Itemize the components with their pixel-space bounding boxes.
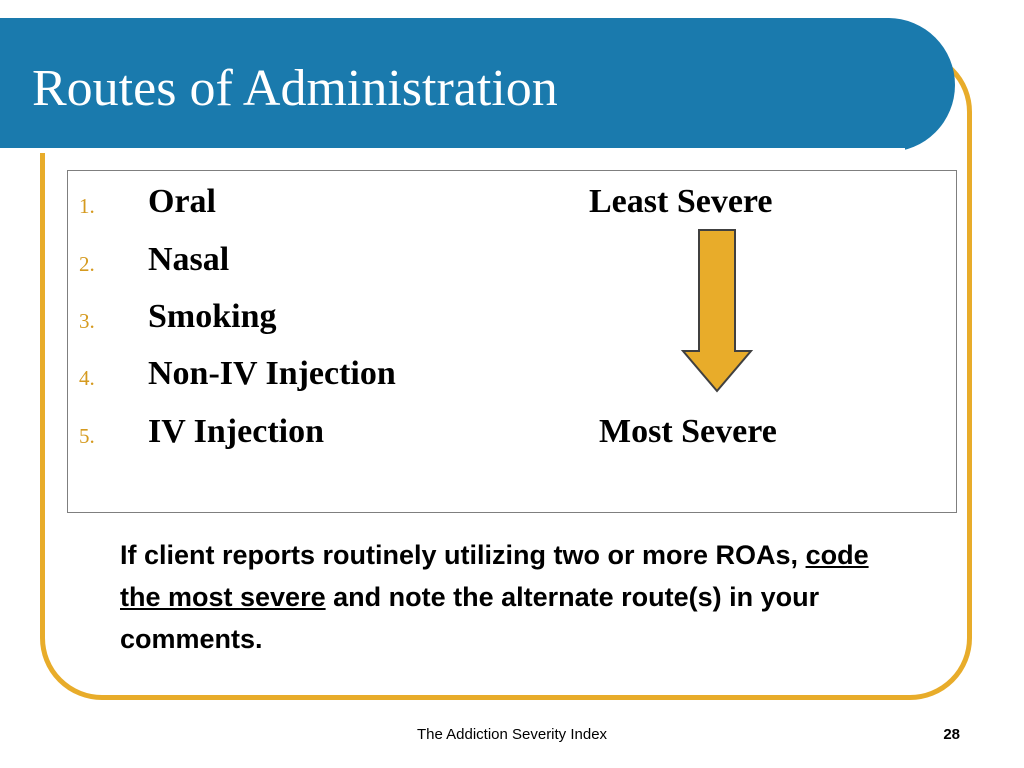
route-name: Smoking <box>148 298 277 335</box>
note-text-end: and note the alternate route(s) in your comments. <box>120 582 820 654</box>
most-severe-label: Most Severe <box>599 413 777 450</box>
route-number: 3. <box>79 309 95 333</box>
page-number: 28 <box>943 726 960 743</box>
route-number: 4. <box>79 366 95 390</box>
note-emphasis: code the most severe <box>120 540 869 612</box>
coding-note <box>120 534 900 660</box>
least-severe-label: Least Severe <box>589 183 773 220</box>
route-item <box>68 243 956 283</box>
title-underline <box>0 148 905 153</box>
route-name: Nasal <box>148 241 230 278</box>
route-item <box>68 185 956 225</box>
down-arrow-icon <box>680 228 754 394</box>
title-bar <box>0 18 955 152</box>
route-name: Non-IV Injection <box>148 355 396 392</box>
route-number: 2. <box>79 252 95 276</box>
route-number: 5. <box>79 424 95 448</box>
route-number: 1. <box>79 194 95 218</box>
route-item <box>68 300 956 340</box>
route-item <box>68 357 956 397</box>
routes-list-box <box>67 170 957 513</box>
route-name: IV Injection <box>148 413 324 450</box>
slide-title: Routes of Administration <box>32 60 558 117</box>
route-name: Oral <box>148 183 216 220</box>
route-item <box>68 415 956 455</box>
note-text-start: If client reports routinely utilizing two or more ROAs, <box>120 540 806 570</box>
footer-title: The Addiction Severity Index <box>416 726 608 743</box>
